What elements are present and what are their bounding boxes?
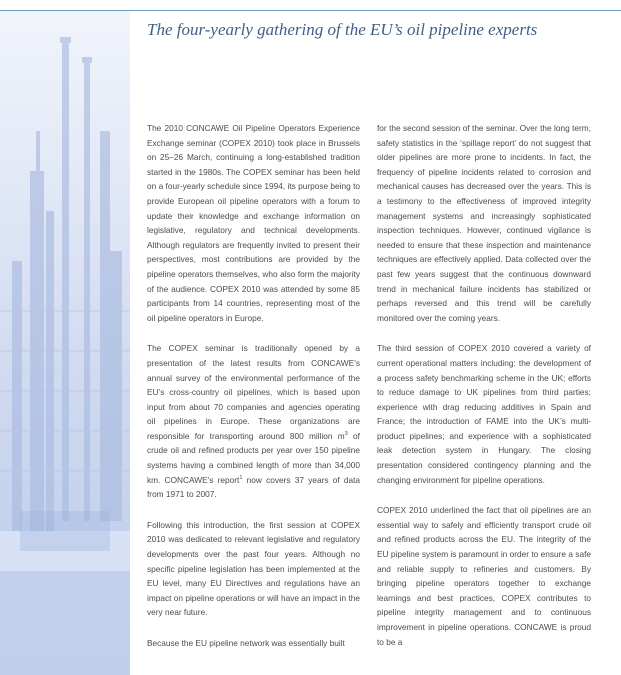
text-run: now covers 37 years of data from 1971 to 2007. — [147, 474, 361, 500]
refinery-silhouette — [0, 11, 130, 675]
paragraph: Following this introduction, the first session at COPEX 2010 was dedicated to relevant legislative and regulatory developments over the past four years. Although no specific pipeline legislation has been implemented at the EU level, many EU Directives and regulations have an impact on pipeline operations or will have an impact in the very near future. — [147, 519, 360, 618]
paragraph: Because the EU pipeline network was essentially built — [147, 638, 345, 648]
paragraph: COPEX 2010 underlined the fact that oil pipelines are an essential way to safely and efficiently transport crude oil and refined products across the EU. The integrity of the EU pipeline system is paramount in order to ensure a safe and reliable supply to refineries and customers. By bringing pipeline operators together to exchange learnings and best practices, COPEX contributes to pipeline integrity management and to continuous improvement in pipeline operations. CONCAWE is proud to be a — [377, 505, 591, 647]
footnote-ref[interactable]: 1 — [239, 474, 243, 481]
paragraph: The third session of COPEX 2010 covered a variety of current operational matters including: the development of a process safety benchmarking scheme in the UK; efforts to reduce damage to UK pipelines from third parties; experience with drag reducing additives in Spain and France; the introduction of FAME into the UK’s multi-product pipelines; and experience with a sophisticated leak detection system in Hungary. The closing presentation considered contingency planning and the changing environment for pipeline operations. — [377, 343, 591, 485]
superscript: 3 — [344, 431, 348, 438]
text-run: of crude oil and refined products per year over 150 pipeline systems having a combined length of more than 34,000 km. CONCAWE’s report — [147, 430, 360, 485]
right-column — [377, 121, 591, 665]
paragraph: The 2010 CONCAWE Oil Pipeline Operators Experience Exchange seminar (COPEX 2010) took place in Brussels on 25–26 March, continuing a long-established tradition started in the 1980s. The COPEX seminar has been held on a four-yearly schedule since 1994, its purpose being to provide European oil pipeline operators with a forum to update their knowledge and exchange information on legislative, regulatory and technical developments. Although regulators are frequently invited to present their perspectives, most contributions are provided by the pipeline operators themselves, who also form the majority of the audience. COPEX 2010 was attended by some 85 participants from 14 countries, representing most of the oil pipeline operators in Europe. — [147, 123, 360, 323]
text-run: The COPEX seminar is traditionally opened by a presentation of the latest results from CONCAWE’s annual survey of the environmental performance of the EU’s cross-country oil pipelines, which is based upon input from about 70 companies and agencies operating oil pipelines in Europe. These organizations are responsible for transporting around 800 million m — [147, 343, 360, 441]
page-title: The four-yearly gathering of the EU’s oil pipeline experts — [147, 20, 538, 39]
paragraph — [147, 341, 360, 502]
left-column — [147, 121, 360, 667]
paragraph: for the second session of the seminar. Over the long term, safety statistics in the ‘spillage report’ do not suggest that older pipelines are more prone to incidents. In fact, the frequency of pipeline incidents related to corrosion and mechanical causes has decreased over the years. This is a testimony to the effectiveness of improved integrity management systems and increasingly sophisticated inspection techniques. However, continued vigilance is needed to ensure that these inspection and maintenance techniques are effectively applied. Data collected over the past few years suggest that the continuous downward trend in mechanical failure incidents has stabilized or perhaps reversed and this trend will be carefully monitored over the coming years. — [377, 123, 591, 323]
refinery-photo — [0, 11, 130, 675]
